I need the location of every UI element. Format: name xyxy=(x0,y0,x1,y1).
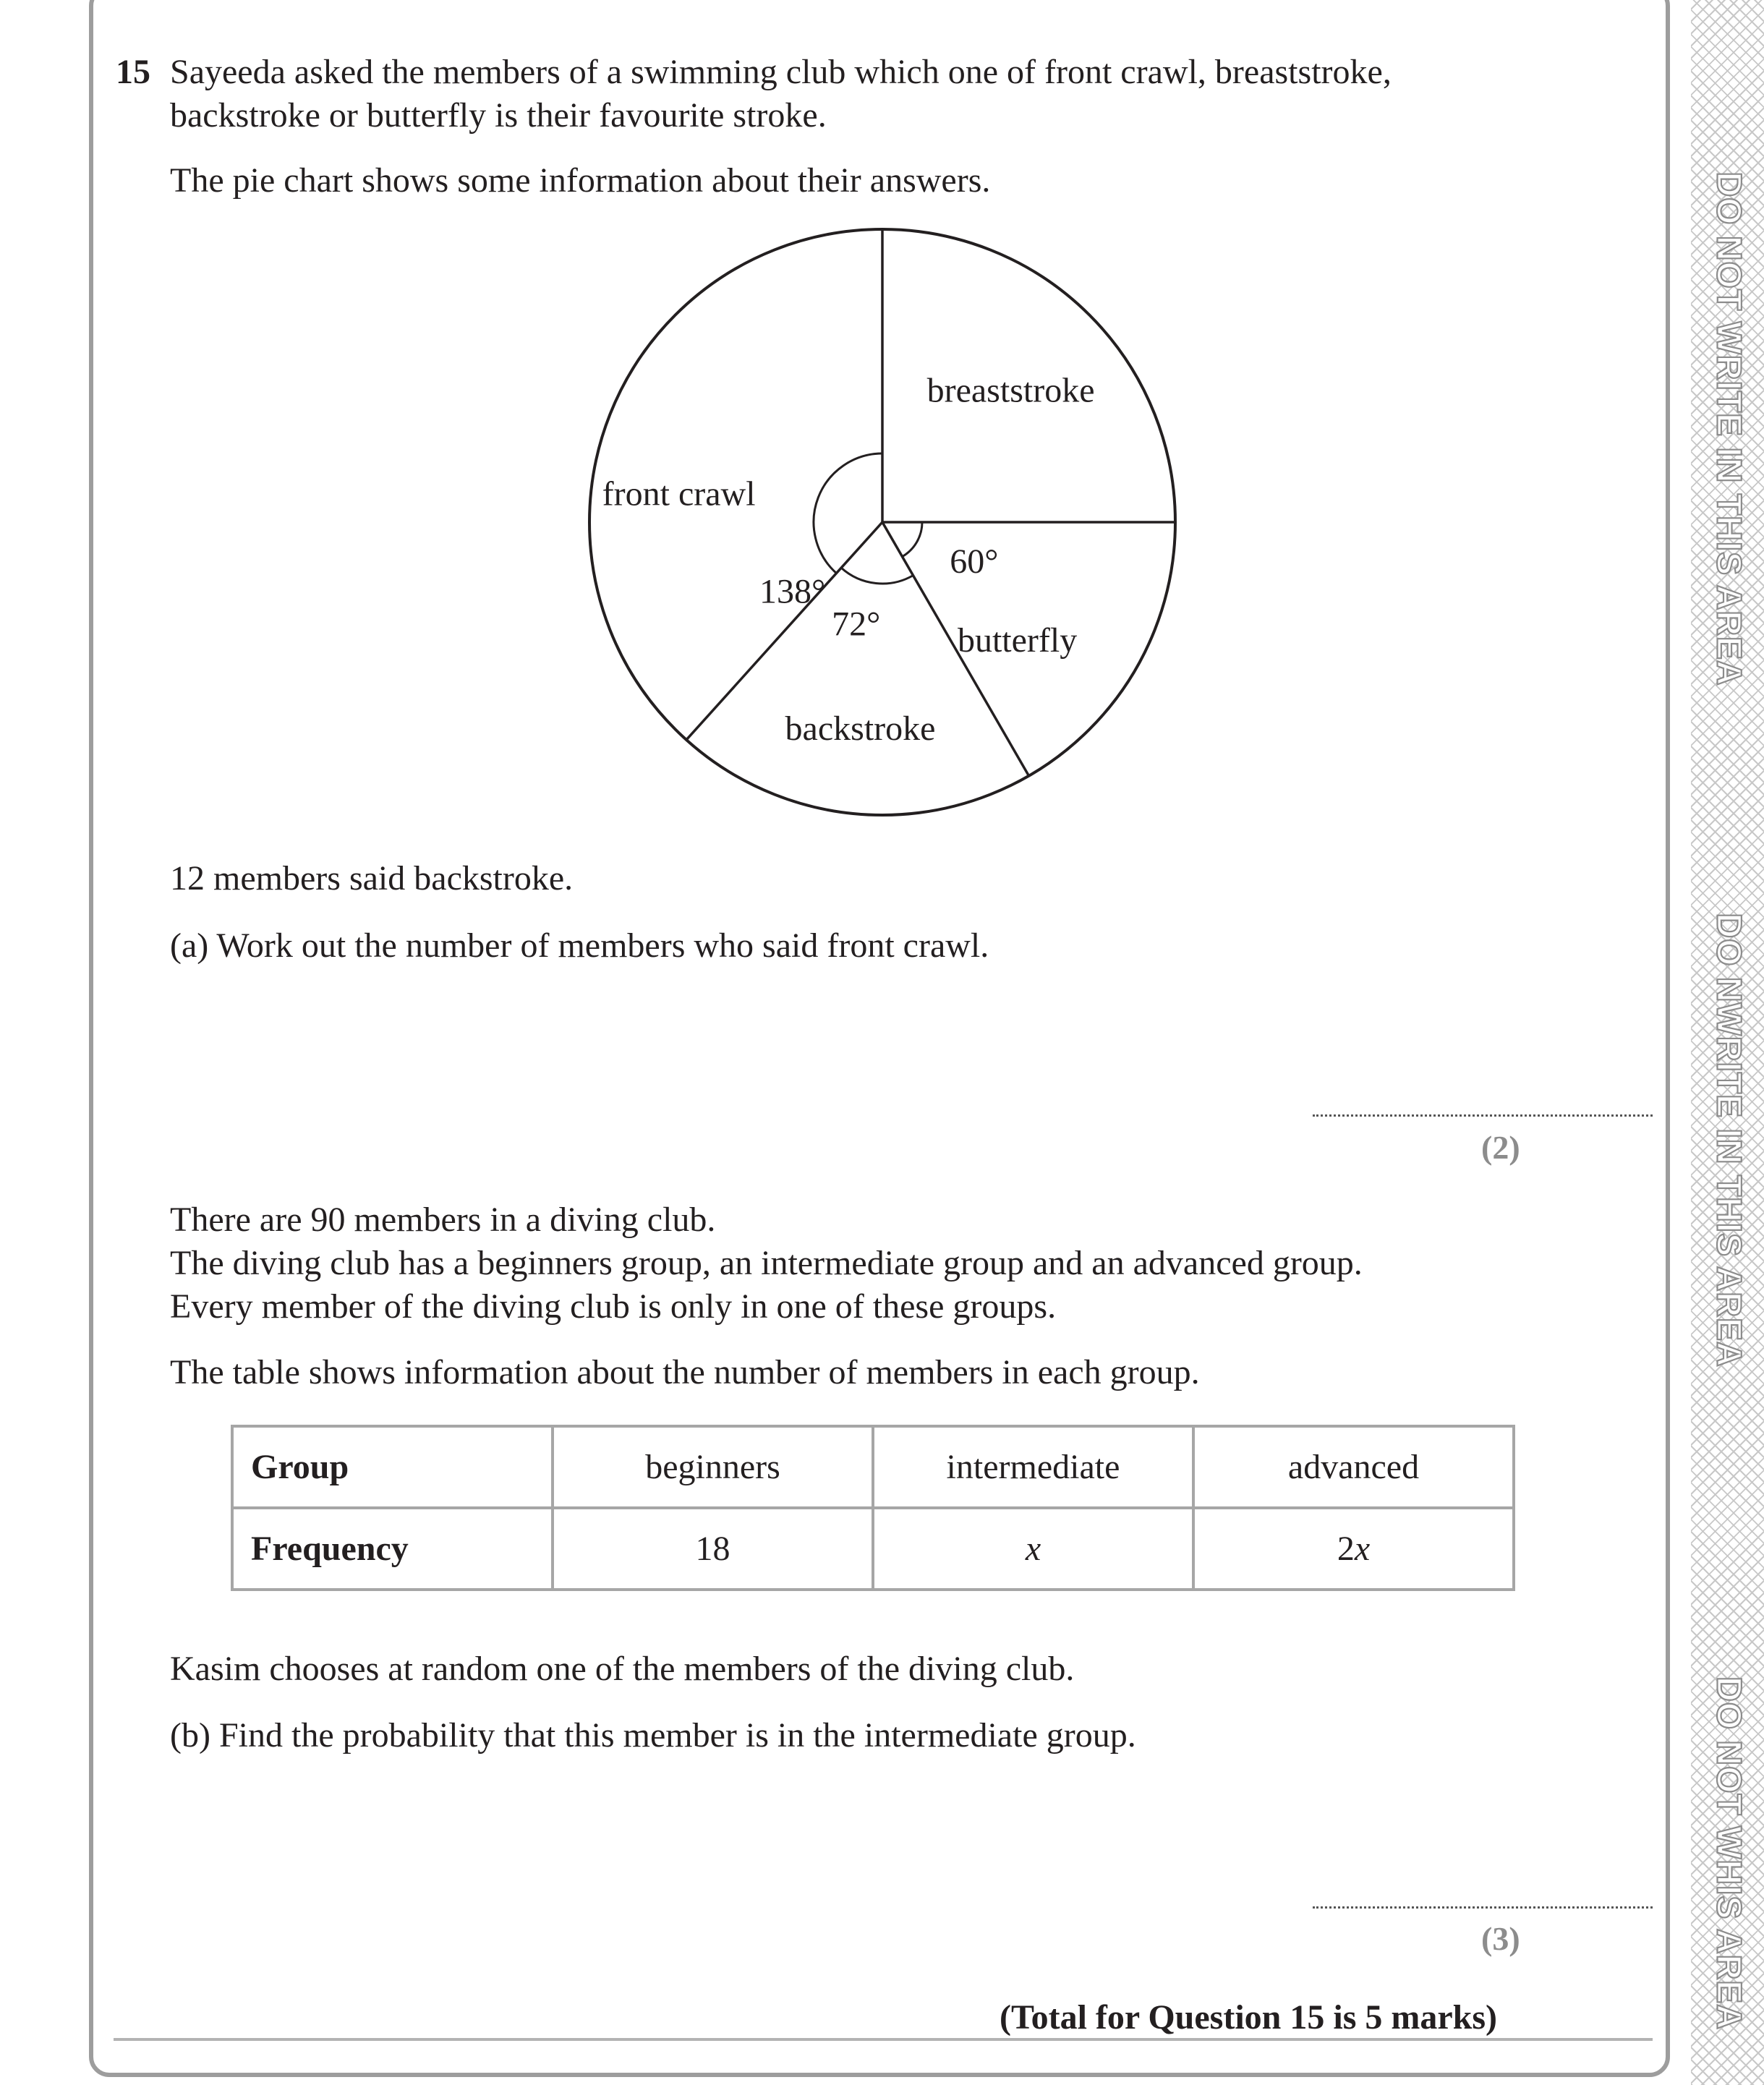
intro-line-2: backstroke or butterfly is their favourite stroke. xyxy=(170,96,827,135)
advanced-frequency: 2x xyxy=(1337,1530,1371,1568)
part-b-marks: (3) xyxy=(1481,1920,1520,1957)
pie-slice-label: butterfly xyxy=(957,621,1078,660)
bottom-rule xyxy=(114,2038,1653,2041)
part-b-question: (b) Find the probability that this member is in the intermediate group. xyxy=(170,1716,1136,1754)
margin-note-top: DO NOT WRITE IN THIS AREA xyxy=(1709,171,1748,686)
pie-chart xyxy=(571,217,1193,839)
table-intro: The table shows information about the number of members in each group. xyxy=(170,1353,1200,1391)
diving-line-2: The diving club has a beginners group, an intermediate group and an advanced group. xyxy=(170,1244,1363,1282)
margin-note-middle: DO NWRITE IN THIS AREA xyxy=(1709,913,1748,1368)
pie-angle-arc xyxy=(841,568,913,584)
pie-angle-arc xyxy=(814,453,882,574)
pie-intro: The pie chart shows some information about their answers. xyxy=(170,161,991,200)
diving-line-3: Every member of the diving club is only in one of these groups. xyxy=(170,1287,1057,1326)
table-cell: intermediate xyxy=(873,1426,1193,1508)
question-number: 15 xyxy=(116,53,150,91)
table-cell: x xyxy=(873,1508,1193,1590)
table-cell: beginners xyxy=(553,1426,873,1508)
part-a-question: (a) Work out the number of members who said front crawl. xyxy=(170,926,989,965)
table-cell: Group xyxy=(232,1426,553,1508)
pie-angle-label: 60° xyxy=(950,542,999,581)
margin-note-bottom: DO NOT WHIS AREA xyxy=(1709,1676,1748,2030)
pie-slice-label: breaststroke xyxy=(926,371,1095,410)
intro-line-1: Sayeeda asked the members of a swimming club which one of front crawl, breaststroke, xyxy=(170,53,1392,91)
frequency-table xyxy=(231,1425,1515,1591)
pie-angle-label: 72° xyxy=(832,605,881,644)
table-cell: 18 xyxy=(553,1508,873,1590)
table-cell: advanced xyxy=(1193,1426,1514,1508)
pie-angle-arc xyxy=(903,522,923,557)
pie-angle-label: 138° xyxy=(759,572,826,611)
total-marks: (Total for Question 15 is 5 marks) xyxy=(1000,1998,1498,2037)
table-cell xyxy=(1193,1508,1514,1590)
diving-line-1: There are 90 members in a diving club. xyxy=(170,1201,716,1239)
pie-slice-label: backstroke xyxy=(785,709,936,749)
part-a-marks: (2) xyxy=(1481,1129,1520,1166)
pie-slice-label: front crawl xyxy=(602,474,756,513)
table-row xyxy=(232,1508,1514,1590)
answer-line-a[interactable] xyxy=(1313,1114,1653,1117)
table-cell: Frequency xyxy=(232,1508,553,1590)
kasim-line: Kasim chooses at random one of the members of the diving club. xyxy=(170,1650,1075,1688)
answer-line-b[interactable] xyxy=(1313,1906,1653,1909)
backstroke-fact: 12 members said backstroke. xyxy=(170,859,574,897)
table-header-row xyxy=(232,1426,1514,1508)
